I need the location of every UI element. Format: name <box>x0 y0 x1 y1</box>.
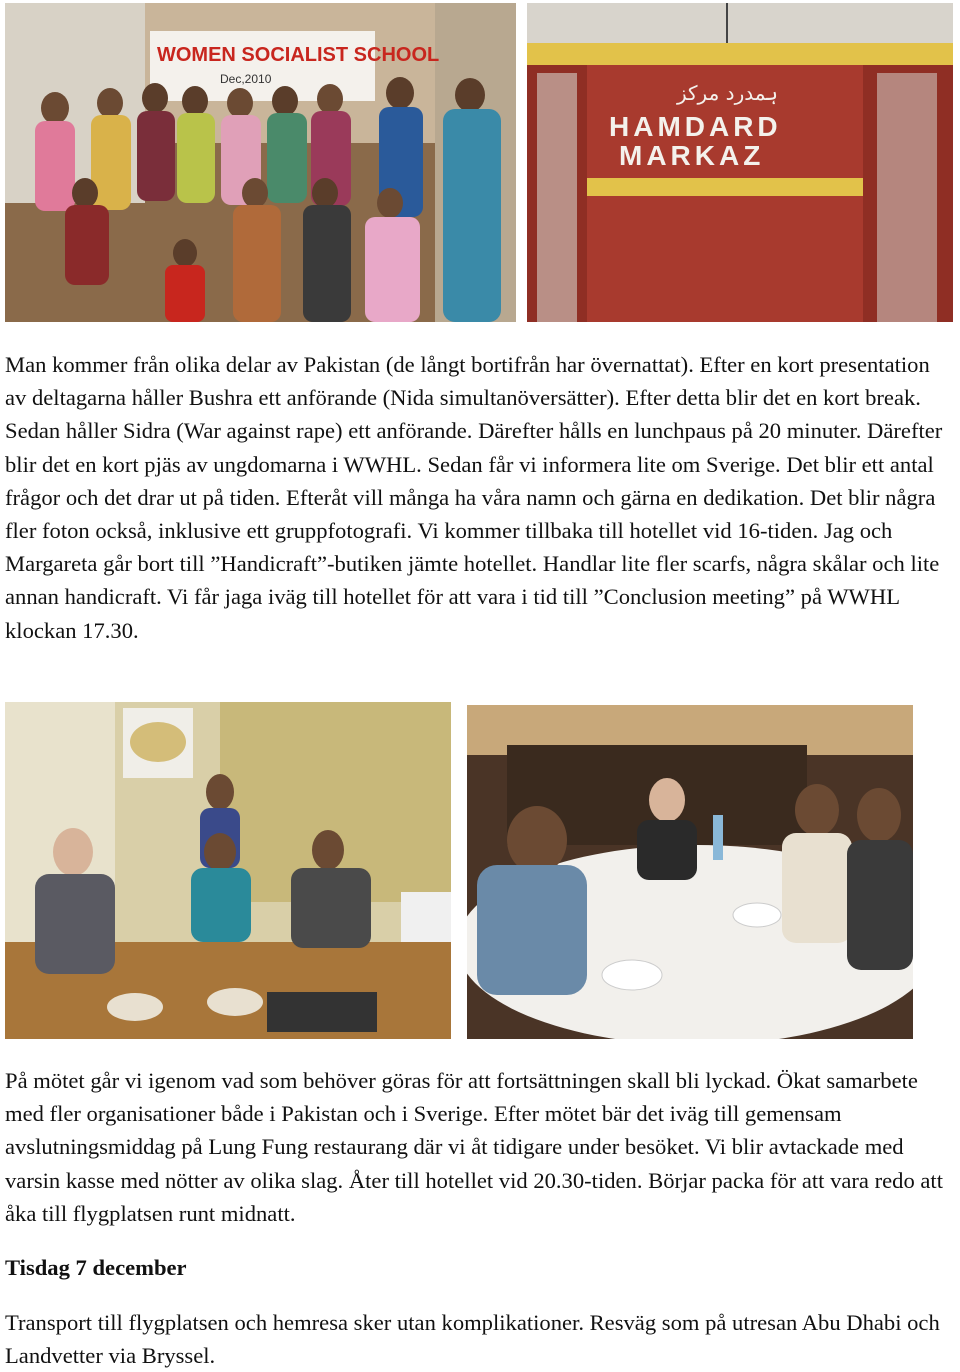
day-heading: Tisdag 7 december <box>5 1255 187 1280</box>
paragraph-2: På mötet går vi igenom vad som behöver göras för att fortsättningen skall bli lyckad. Ökat samarbete med fler organisationer både i Pakistan och i Sverige. Efter mötet bär det iväg till gemensam avslutningsmiddag på Lung Fung restaurang där vi åt tidigare under besöket. Vi blir avtackade med varsin kasse med nötter av olika slag. Åter till hotellet vid 20.30-tiden. Börjar packa för att vara redo att åka till flygplatsen runt midnatt. <box>5 1068 943 1226</box>
banner-title: WOMEN SOCIALIST SCHOOL <box>157 44 440 66</box>
paragraph-1: Man kommer från olika delar av Pakistan (de långt bortifrån har övernattat). Efter en kort presentation av deltagarna håller Bushra ett anförande (Nida simultanöversätter). Efter detta blir det en kort break. Sedan håller Sidra (War against rape) ett anförande. Därefter hålls en lunchpaus på 20 minuter. Därefter blir det en kort pjäs av ungdomarna i WWHL. Sedan får vi informera lite om Sverige. Det blir ett antal frågor och det drar ut på tiden. Efteråt vill många ha våra namn och gärna en dedikation. Det blir några fler foton också, inklusive ett gruppfotografi. Vi kommer tillbaka till hotellet vid 16-tiden. Jag och Margareta går bort till ”Handicraft”-butiken jämte hotellet. Handlar lite fler scarfs, några skålar och lite annan handicraft. Vi får jaga iväg till hotellet för att vara i tid till ”Conclusion meeting” på WWHL klockan 17.30. <box>5 352 943 643</box>
photo-dinner <box>467 705 913 1039</box>
photo-hamdard-markaz <box>527 3 953 322</box>
building-photo-image <box>527 3 953 322</box>
banner-date: Dec,2010 <box>220 72 272 86</box>
photo-meeting <box>5 702 451 1039</box>
sign-markaz: MARKAZ <box>619 140 765 171</box>
urdu-sign: ہمدرد مرکز <box>677 81 779 105</box>
paragraph-3: Transport till flygplatsen och hemresa sker utan komplikationer. Resväg som på utresan Abu Dhabi och Landvetter via Bryssel. <box>5 1310 940 1369</box>
sign-hamdard: HAMDARD <box>609 111 782 142</box>
photo-women-socialist-school <box>5 3 516 322</box>
dinner-photo-image <box>467 705 913 1039</box>
meeting-photo-image <box>5 702 451 1039</box>
group-photo-image <box>5 3 516 322</box>
